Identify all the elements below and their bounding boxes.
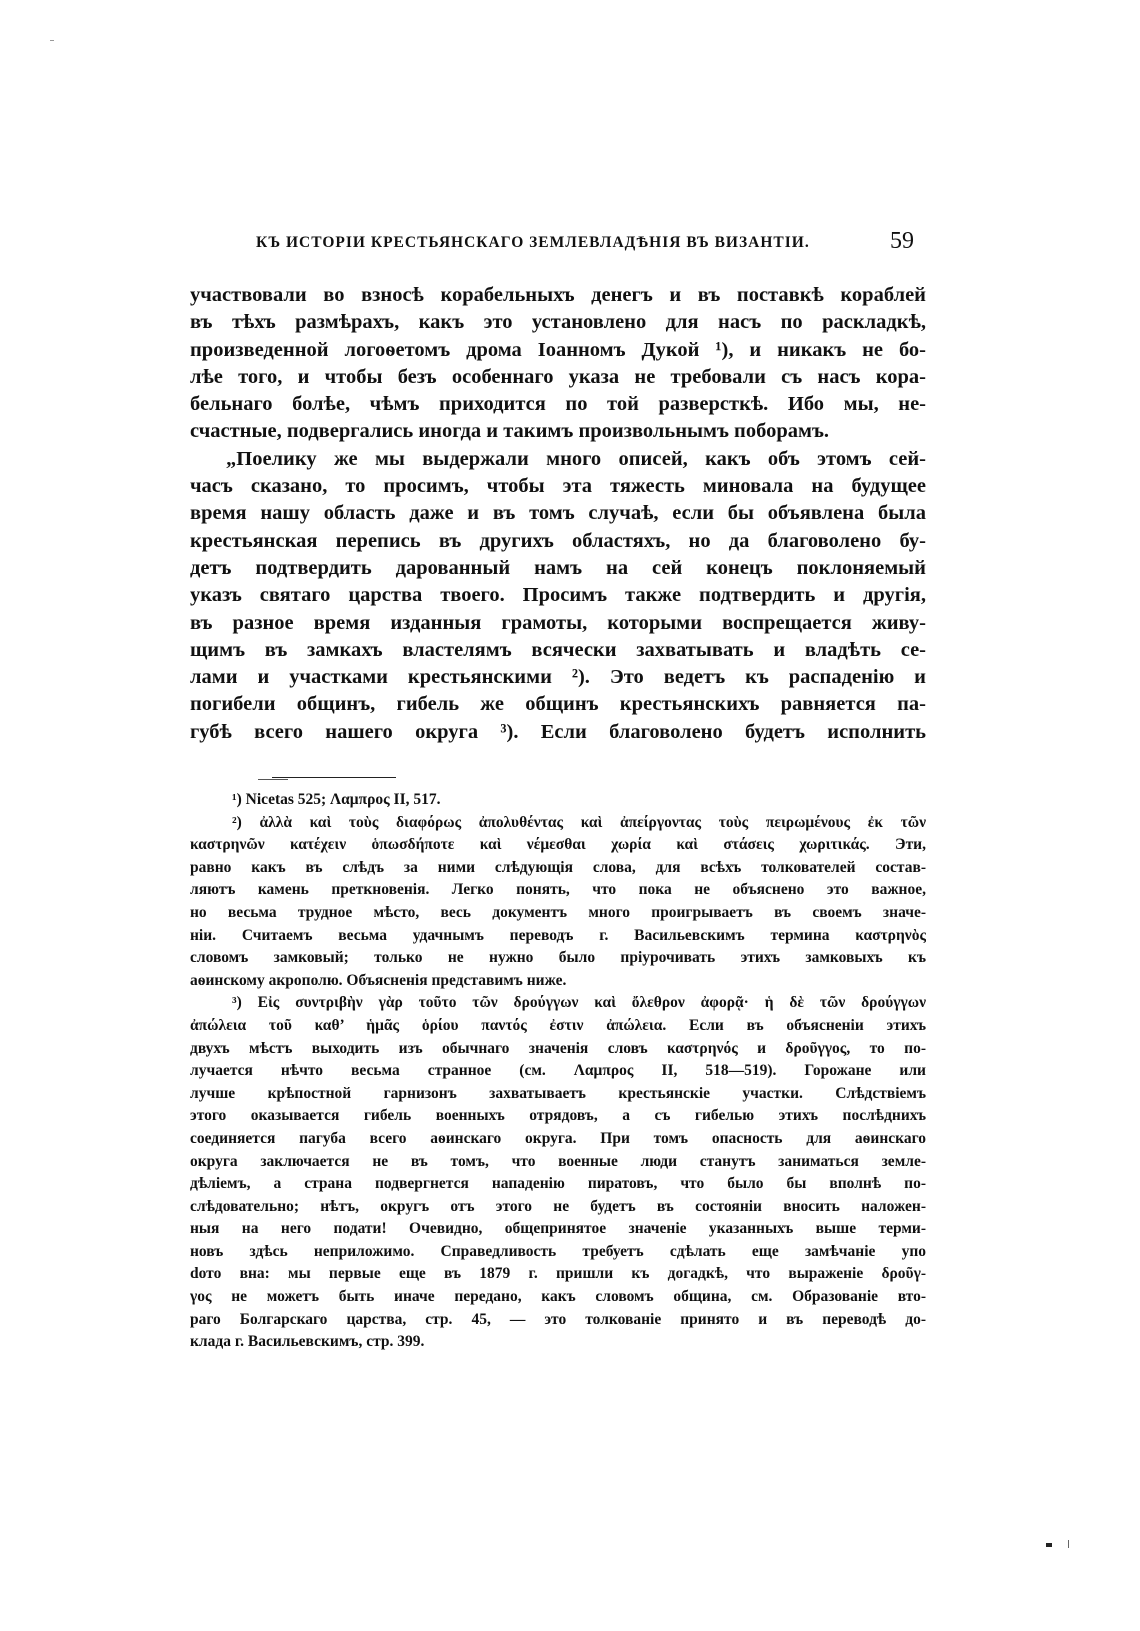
footnote-line: ²) ἀλλὰ καὶ τοὺς διαφόρως ἀπολυθέντας καὶ ἀπείργοντας τοὺς πειρωμένους ἐκ τῶν xyxy=(232,813,926,831)
footnote-line: раго Болгарскаго царства, стр. 45, — это толкованіе принято и въ переводѣ до- xyxy=(190,1310,926,1328)
footnote-line: ныя на него подати! Очевидно, общепринятое значеніе указанныхъ выше терми- xyxy=(190,1220,926,1238)
text-line: указъ святаго царства твоего. Просимъ также подтвердить и другія, xyxy=(190,584,926,607)
footnote-line: но весьма трудное мѣсто, весь документъ много проигрываетъ въ своемъ значе- xyxy=(190,903,926,921)
footnote-separator-dash xyxy=(258,779,288,780)
text-line: время нашу область даже и въ томъ случаѣ, если бы объявлена была xyxy=(190,502,926,525)
footnote-line: ніи. Считаемъ весьма удачнымъ переводъ г. Васильевскимъ термина καστρηνὸς xyxy=(190,926,926,944)
text-line: часъ сказано, то просимъ, чтобы эта тяжесть миновала на будущее xyxy=(190,475,926,498)
scan-speck xyxy=(1068,1540,1069,1548)
text-line: губѣ всего нашего округа ³). Если благоволено будетъ исполнить xyxy=(190,720,926,743)
footnote-line: соединяется пагуба всего аѳинскаго округа. При томъ опасность для аѳинскаго xyxy=(190,1129,926,1147)
text-line: въ тѣхъ размѣрахъ, какъ это установлено для насъ по раскладкѣ, xyxy=(190,311,926,334)
scan-speck xyxy=(1046,1543,1052,1547)
text-line: погибели общинъ, гибель же общинъ крестьянскихъ равняется па- xyxy=(190,693,926,716)
footnote-line: καστρηνῶν κατέχειν ὁπωσδήποτε καὶ νέμεσθαι χωρία καὶ στάσεις χωριτικάς. Эти, xyxy=(190,836,926,854)
footnote-line: округа заключается не въ томъ, что военные люди станутъ заниматься земле- xyxy=(190,1152,926,1170)
footnote-line: словомъ замковый; только не нужно было пріурочивать этихъ замковыхъ къ xyxy=(190,949,926,967)
footnote-line: ἀπώλεια τοῦ καθ’ ἡμᾶς ὁρίου παντός ἐστιν ἀπώλεια. Если въ объясненіи этихъ xyxy=(190,1016,926,1034)
text-line: произведенной логоѳетомъ дрома Іоанномъ Дукой ¹), и никакъ не бо- xyxy=(190,338,926,361)
running-title: КЪ ИСТОРІИ КРЕСТЬЯНСКАГО ЗЕМЛЕВЛАДѢНІЯ ВЪ ВИЗАНТІИ. xyxy=(256,234,810,251)
footnote-line: лучше крѣпостной гарнизонъ захватываетъ крестьянскіе участки. Слѣдствіемъ xyxy=(190,1084,926,1102)
footnote-line: ³) Εἰς συντριβὴν γὰρ τοῦτο τῶν δρούγγων καὶ ὄλεθρον ἀφορᾷ· ἡ δὲ τῶν δρούγγων xyxy=(232,994,926,1012)
text-line: крестьянская перепись въ другихъ областяхъ, но да благоволено бу- xyxy=(190,529,926,552)
footnote-line: этого оказывается гибель военныхъ отрядовъ, а съ гибелью этихъ послѣднихъ xyxy=(190,1107,926,1125)
text-line: участвовали во взносѣ корабельныхъ денегъ и въ поставкѣ кораблей xyxy=(190,284,926,306)
footnote-line: двухъ мѣстъ выходить изъ обычнаго значенія словъ καστρηνός и δροῦγγος, то по- xyxy=(190,1039,926,1057)
text-line: бельнаго болѣе, чѣмъ приходится по той разверсткѣ. Ибо мы, не- xyxy=(190,393,926,416)
footnotes xyxy=(190,789,926,1354)
footnote-line: γος не можетъ быть иначе передано, какъ словомъ община, см. Образованіе вто- xyxy=(190,1288,926,1306)
footnote-line: слѣдовательно; нѣтъ, округъ отъ этого не будетъ въ состояніи вносить наложен- xyxy=(190,1197,926,1215)
footnote-line: dото вна: мы первые еще въ 1879 г. пришли къ догадкѣ, что выраженіе δροῦγ- xyxy=(190,1265,926,1283)
text-line: „Поелику же мы выдержали много описей, какъ объ этомъ сей- xyxy=(226,447,926,470)
scan-speck xyxy=(50,40,54,41)
footnote-line: аѳинскому акрополю. Объясненія представимъ ниже. xyxy=(190,971,567,989)
text-line: въ разное время изданныя грамоты, которыми воспрещается живу- xyxy=(190,611,926,634)
footnote-line: равно какъ въ слѣдъ за ними слѣдующія слова, для всѣхъ толкователей состав- xyxy=(190,858,926,876)
footnote-line: лучается нѣчто весьма странное (см. Λαμπρος II, 518—519). Горожане или xyxy=(190,1062,926,1080)
footnote-line: ¹) Nicetas 525; Λαμπρος II, 517. xyxy=(232,791,441,808)
page-number: 59 xyxy=(890,228,914,254)
footnote-line: клада г. Васильевскимъ, стр. 399. xyxy=(190,1333,425,1351)
footnote-line: дѣліемъ, а страна подвергнется нападенію пиратовъ, что было бы вполнѣ по- xyxy=(190,1175,926,1193)
text-line: счастные, подвергались иногда и такимъ произвольнымъ поборамъ. xyxy=(190,420,830,443)
text-line: щимъ въ замкахъ властелямъ всячески захватывать и владѣть се- xyxy=(190,638,926,661)
footnote-separator xyxy=(272,777,396,778)
text-line: лѣе того, и чтобы безъ особеннаго указа не требовали съ насъ кора- xyxy=(190,365,926,388)
text-line: лами и участками крестьянскими ²). Это ведетъ къ распаденію и xyxy=(190,666,926,689)
main-text xyxy=(190,282,926,746)
footnote-line: новъ здѣсь неприложимо. Справедливость требуетъ сдѣлать еще замѣчаніе упо xyxy=(190,1242,926,1260)
text-line: детъ подтвердить дарованный намъ на сей конецъ поклоняемый xyxy=(190,556,926,579)
footnote-line: ляютъ камень преткновенія. Легко понять, что пока не объяснено это важное, xyxy=(190,881,926,899)
